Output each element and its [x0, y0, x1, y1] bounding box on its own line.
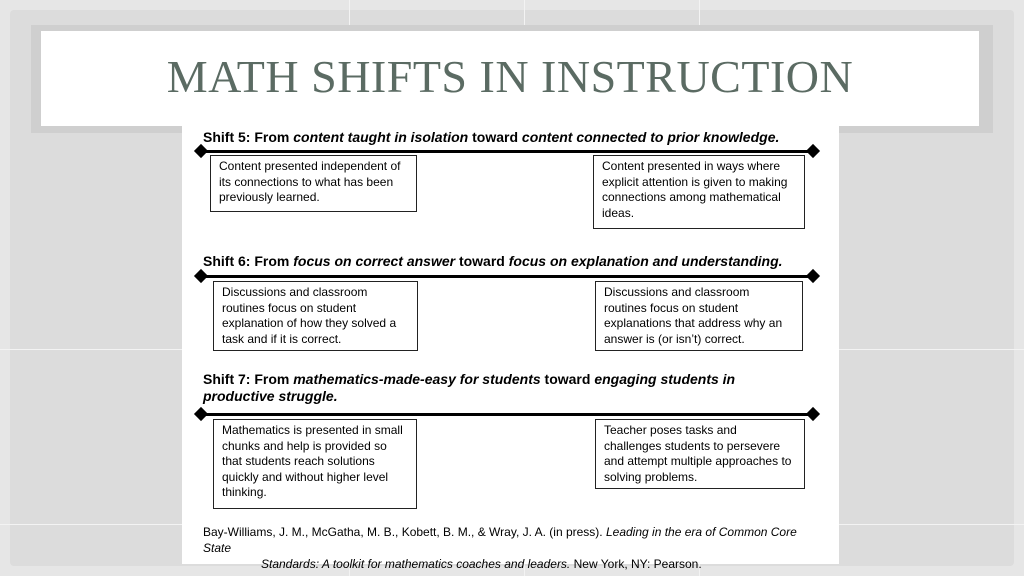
shift-end: . — [333, 388, 338, 404]
shift-5-right-box: Content presented in ways where explicit attention is given to making connections among mathematical ideas. — [593, 155, 805, 229]
shifts-figure — [182, 121, 839, 571]
shift-end: . — [775, 129, 780, 145]
shift-6-left-box: Discussions and classroom routines focus on student explanation of how they solved a task and if it is correct. — [213, 281, 418, 351]
citation — [203, 524, 823, 572]
shift-6-heading — [203, 253, 783, 270]
shift-6-right-box: Discussions and classroom routines focus on student explanations that address why an answer is (or isn’t) correct. — [595, 281, 803, 351]
slide-title: MATH SHIFTS IN INSTRUCTION — [166, 51, 854, 102]
shift-toward-word: toward — [472, 129, 519, 145]
citation-title-part1: Leading in the era of Common Core State — [203, 525, 797, 555]
continuum-line — [199, 150, 815, 153]
citation-publisher: New York, NY: Pearson. — [573, 557, 702, 571]
shift-toward-word: toward — [458, 253, 505, 269]
continuum-left-diamond — [194, 269, 208, 283]
shift-label: Shift 5: From — [203, 129, 290, 145]
shift-label: Shift 6: From — [203, 253, 290, 269]
continuum-left-diamond — [194, 144, 208, 158]
continuum-left-diamond — [194, 407, 208, 421]
continuum-line — [199, 275, 815, 278]
shift-to-phrase: focus on explanation and understanding — [508, 253, 779, 269]
continuum-right-diamond — [806, 144, 820, 158]
shift-7-right-box: Teacher poses tasks and challenges students to persevere and attempt multiple approaches to solving problems. — [595, 419, 805, 489]
shift-toward-word: toward — [544, 371, 591, 387]
shift-5-heading — [203, 129, 779, 146]
shift-from-phrase: content taught in isolation — [293, 129, 469, 145]
citation-title-part2: Standards: A toolkit for mathematics coaches and leaders. — [261, 557, 571, 571]
shift-from-phrase: focus on correct answer — [293, 253, 456, 269]
shift-7-heading — [203, 371, 793, 405]
shift-5-left-box: Content presented independent of its connections to what has been previously learned. — [210, 155, 417, 212]
continuum-right-diamond — [806, 407, 820, 421]
citation-authors: Bay-Williams, J. M., McGatha, M. B., Kobett, B. M., & Wray, J. A. (in press). — [203, 525, 603, 539]
shift-to-phrase: content connected to prior knowledge — [521, 129, 776, 145]
continuum-right-diamond — [806, 269, 820, 283]
continuum-line — [199, 413, 815, 416]
shift-from-phrase: mathematics-made-easy for students — [293, 371, 541, 387]
shift-end: . — [778, 253, 783, 269]
shift-7-left-box: Mathematics is presented in small chunks and help is provided so that students reach solutions quickly and without higher level thinking. — [213, 419, 417, 509]
shift-to-phrase: engaging students in productive struggle — [203, 371, 736, 404]
shift-label: Shift 7: From — [203, 371, 290, 387]
